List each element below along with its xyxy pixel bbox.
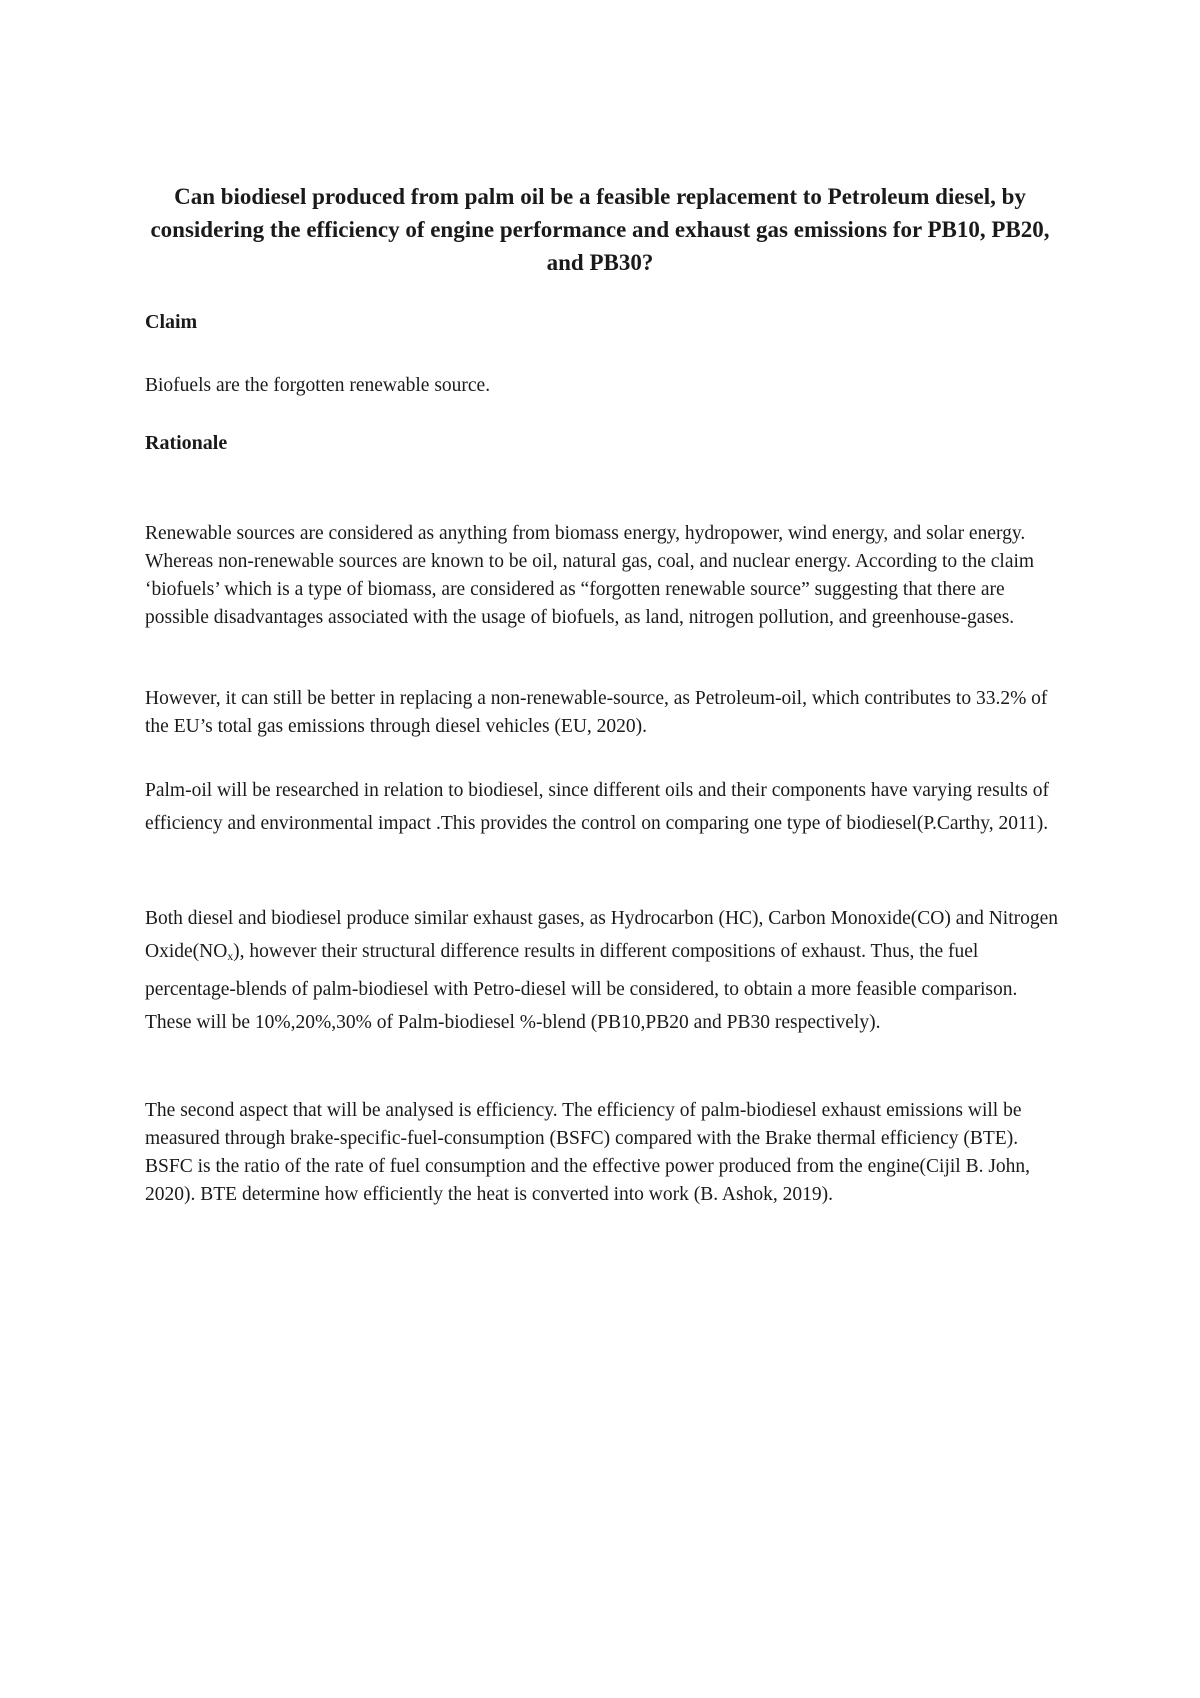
- document-title: Can biodiesel produced from palm oil be a feasible replacement to Petroleum diesel, by considering the efficiency of engine performance and exhaust gas emissions for PB10, PB20, and PB30?: [150, 184, 1050, 275]
- paragraph-4-part-1: Both diesel and biodiesel produce similar exhaust gases, as Hydrocarbon (HC), Carbon Monoxide(CO) and Nitrogen Oxide(NO: [145, 908, 1059, 962]
- rationale-paragraph-5: The second aspect that will be analysed is efficiency. The efficiency of palm-biodiesel exhaust emissions will be measured through brake-specific-fuel-consumption (BSFC) compared with the Brake thermal efficiency (BTE). BSFC is the ratio of the rate of fuel consumption and the effective power produced from the engine(Cijil B. John, 2020). BTE determine how efficiently the heat is converted into work (B. Ashok, 2019).: [145, 1100, 1031, 1205]
- rationale-paragraph-3: Palm-oil will be researched in relation to biodiesel, since different oils and their components have varying results of efficiency and environmental impact .This provides the control on comparing one type of biodiesel(P.Carthy, 2011).: [145, 780, 1049, 834]
- nox-subscript: x: [227, 949, 234, 963]
- rationale-heading: Rationale: [145, 432, 228, 454]
- rationale-paragraph-1: Renewable sources are considered as anything from biomass energy, hydropower, wind energy, and solar energy. Whereas non-renewable sources are known to be oil, natural gas, coal, and nuclear energy. According to the claim ‘biofuels’ which is a type of biomass, are considered as “forgotten renewable source” suggesting that there are possible disadvantages associated with the usage of biofuels, as land, nitrogen pollution, and greenhouse-gases.: [145, 523, 1035, 628]
- rationale-paragraph-2: However, it can still be better in replacing a non-renewable-source, as Petroleum-oil, which contributes to 33.2% of the EU’s total gas emissions through diesel vehicles (EU, 2020).: [145, 688, 1048, 737]
- paragraph-4-part-2: ), however their structural difference results in different compositions of exhaust. Thus, the fuel percentage-blends of palm-biodiesel with Petro-diesel will be considered, to obtain a more feasible comparison. These will be 10%,20%,30% of Palm-biodiesel %-blend (PB10,PB20 and PB30 respectively).: [145, 941, 1018, 1033]
- claim-text: Biofuels are the forgotten renewable source.: [145, 375, 491, 396]
- rationale-paragraph-4: [145, 902, 1065, 1039]
- claim-heading: Claim: [145, 311, 198, 333]
